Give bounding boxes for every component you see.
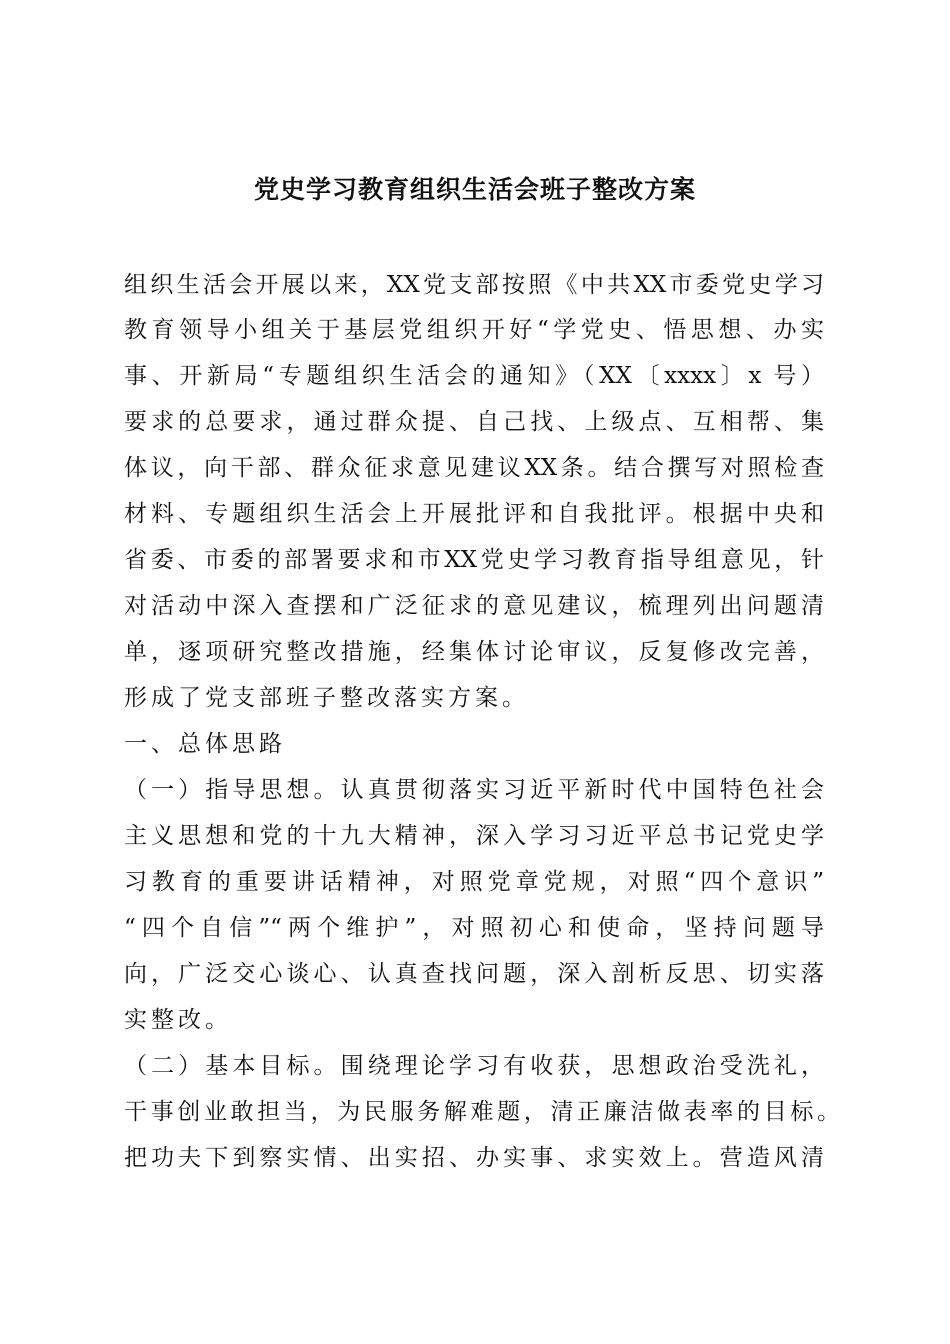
intro-line-1: 组织生活会开展以来，XX党支部按照《中共XX市委党史学习 <box>124 272 824 298</box>
intro-line-5: 体议，向干部、群众征求意见建议XX条。结合撰写对照检查 <box>124 455 824 481</box>
guiding-thought-line-1: （一）指导思想。认真贯彻落实习近平新时代中国特色社会 <box>124 777 824 803</box>
guiding-thought-line-2: 主义思想和党的十九大精神，深入学习习近平总书记党史学 <box>124 823 824 849</box>
guiding-thought-line-6: 实整改。 <box>124 1007 232 1033</box>
section-heading-overall-approach: 一、总体思路 <box>124 731 286 757</box>
intro-line-7: 省委、市委的部署要求和市XX党史学习教育指导组意见，针 <box>124 547 824 573</box>
guiding-thought-line-3: 习教育的重要讲话精神，对照党章党规，对照“四个意识” <box>124 869 824 895</box>
guiding-thought-line-4: “四个自信”“两个维护”，对照初心和使命，坚持问题导 <box>124 915 824 941</box>
intro-line-2: 教育领导小组关于基层党组织开好“学党史、悟思想、办实 <box>124 317 824 343</box>
intro-line-9: 单，逐项研究整改措施，经集体讨论审议，反复修改完善， <box>124 639 824 665</box>
intro-line-4: 要求的总要求，通过群众提、自己找、上级点、互相帮、集 <box>124 409 824 435</box>
intro-line-3: 事、开新局“专题组织生活会的通知》（XX〔xxxx〕x 号） <box>124 363 824 389</box>
intro-line-10: 形成了党支部班子整改落实方案。 <box>124 685 529 711</box>
basic-goal-line-1: （二）基本目标。围绕理论学习有收获，思想政治受洗礼， <box>124 1053 824 1079</box>
intro-line-8: 对活动中深入查摆和广泛征求的意见建议，梳理列出问题清 <box>124 593 824 619</box>
document-title: 党史学习教育组织生活会班子整改方案 <box>253 175 696 204</box>
guiding-thought-line-5: 向，广泛交心谈心、认真查找问题，深入剖析反思、切实落 <box>124 961 824 987</box>
basic-goal-line-3: 把功夫下到察实情、出实招、办实事、求实效上。营造风清 <box>124 1145 824 1171</box>
basic-goal-line-2: 干事创业敢担当，为民服务解难题，清正廉洁做表率的目标。 <box>124 1099 840 1125</box>
intro-line-6: 材料、专题组织生活会上开展批评和自我批评。根据中央和 <box>124 501 824 527</box>
